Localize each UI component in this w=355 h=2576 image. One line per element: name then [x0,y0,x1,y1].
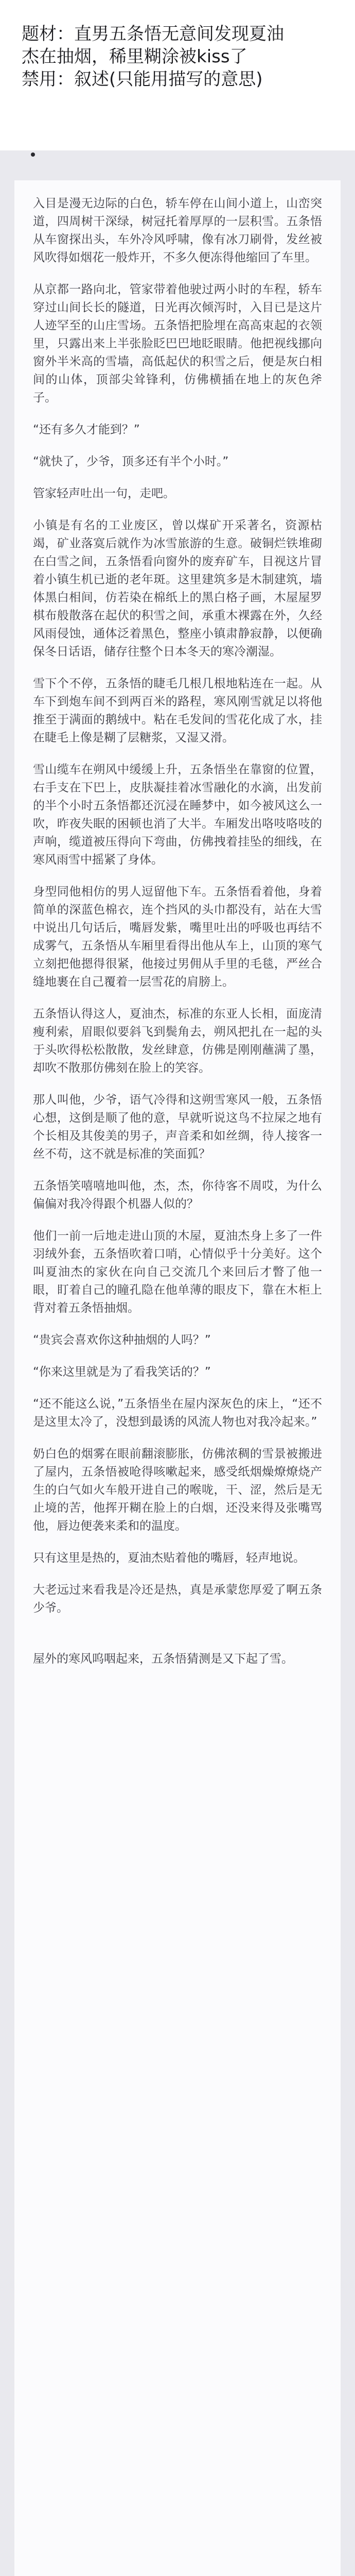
story-paragraph-4: “就快了，少爷，顶多还有半个小时。” [33,455,229,468]
story-paragraph-16: “还不能这么说，”五条悟坐在屋内深灰色的床上，“还不是这里太冷了，没想到最诱的风流人物也对我冷起来。” [33,1397,322,1429]
story-paragraph-15: “你来这里就是为了看我笑话的？” [33,1365,211,1379]
story-paragraph-8: 雪山缆车在朔风中缓缓上升，五条悟坐在靠窗的位置，右手支在下巴上，皮肤凝挂着冰雪融化的水滴，出发前的半个小时五条悟都还沉浸在睡梦中，如今被风这么一吹，昨夜失眠的困顿也消了大半。车厢发出咯吱咯吱的声响，缆道被压得向下弯曲，仿佛拽着挂坠的细线，在寒风雨雪中摇紧了身体。 [33,763,322,867]
story-paragraph-1: 入目是漫无边际的白色，轿车停在山间小道上，山峦突道，四周树干深绿，树冠托着厚厚的一层积雪。五条悟从车窗探出头，车外冷风呼啸，像有冰刀刷骨，发丝被风吹得如烟花一般炸开，不多久便冻得他缩回了车里。 [33,197,322,264]
prompt-topic-line-2: 杰在抽烟，稀里糊涂被kiss了 [22,46,247,67]
story-paragraph-17: 奶白色的烟雾在眼前翻滚膨胀，仿佛浓稠的雪景被搬进了屋内，五条悟被呛得咳嗽起来，感受纸烟燥燎燎烧产生的白气如火车般开进自己的喉咙，干、涩，然后是无止境的苦，他挥开糊在脸上的白烟，还没来得及张嘴骂他，唇边便袭来柔和的温度。 [33,1447,322,1533]
story-paragraph-3: “还有多久才能到？” [33,423,140,436]
story-paragraph-2: 从京都一路向北，管家带着他驶过两小时的车程，轿车穿过山间长长的隧道，日光再次倾泻时，入目已是这片人迹罕至的山庄雪场。五条悟把脸埋在高高束起的衣领里，只露出来上半张脸眨巴巴地眨眼睛。他把视线挪向窗外半米高的雪墙，高低起伏的积雪之后，便是灰白相间的山体，顶部尖耸锋利，仿佛横插在地上的灰色斧子。 [33,283,322,404]
story-paragraph-9: 身型同他相仿的男人逗留他下车。五条悟看着他，身着简单的深蓝色棉衣，连个挡风的头巾都没有，站在大雪中说出几句话后，嘴唇发紫，嘴里吐出的呼吸也再结不成雾气，五条悟从车厢里看得出他从车上，山顶的寒气立刻把他摁得很紧，他接过男佣从手里的毛毯，严丝合缝地裹在自己覆着一层雪花的肩膀上。 [33,885,322,989]
prompt-topic-line-1: 题材：直男五条悟无意间发现夏油 [22,24,284,44]
story-paragraph-5: 管家轻声吐出一句，走吧。 [33,487,175,500]
story-paragraph-6: 小镇是有名的工业废区，曾以煤矿开采著名，资源枯竭，矿业落寞后就作为冰雪旅游的生意。破铜烂铁堆砌在白雪之间，五条悟看向窗外的废弃矿车，目视这片冒着小镇生机已逝的老年斑。这里建筑多是木制建筑，墙体黑白相间，仿若染在棉纸上的黑白格子画，木屋屋罗棋布般散落在起伏的积雪之间，承重木裸露在外，久经风雨侵蚀，通体泛着黑色，整座小镇肃静寂静，以便确保冬日话语，储存往整个日本冬天的寒冷潮湿。 [33,519,322,658]
story-paragraph-19: 大老远过来看我是冷还是热，真是承蒙您厚爱了啊五条少爷。 [33,1583,322,1615]
story-paragraph-7: 雪下个不停，五条悟的睫毛几根几根地粘连在一起。从车下到炮车间不到两百米的路程，寒风刚雪就足以将他推至于满面的鹅绒中。粘在毛发间的雪花化成了水，挂在睫毛上像是糊了层糖浆，又湿又滑。 [33,677,322,744]
story-card [14,180,341,2576]
story-paragraph-18: 只有这里是热的，夏油杰贴着他的嘴唇，轻声地说。 [33,1551,305,1565]
story-paragraph-20: 屋外的寒风呜咽起来，五条悟猜测是又下起了雪。 [33,1652,293,1666]
story-paragraph-12: 五条悟笑嘻嘻地叫他，杰，杰，你待客不周哎，为什么偏偏对我冷得跟个机器人似的？ [33,1179,322,1211]
list-bullet [31,152,35,157]
prompt-header [0,0,355,150]
story-paragraph-11: 那人叫他，少爷，语气冷得和这朔雪寒风一般，五条悟心想，这倒是顺了他的意，早就听说这鸟不拉屎之地有个长相及其俊美的男子，声音柔和如丝绸，待人接客一丝不苟，这不就是标准的笑面狐？ [33,1093,322,1161]
prompt-restriction-line: 禁用：叙述(只能用描写的意思) [22,69,263,90]
story-paragraph-14: “贵宾会喜欢你这种抽烟的人吗？” [33,1333,211,1347]
story-paragraph-13: 他们一前一后地走进山顶的木屋，夏油杰身上多了一件羽绒外套，五条悟吹着口哨，心情似乎十分美好。这个叫夏油杰的家伙在向自己交流几个来回后才瞥了他一眼，盯着自己的瞳孔隐在他单薄的眼皮下，靠在木柜上背对着五条悟抽烟。 [33,1229,322,1315]
story-paragraph-10: 五条悟认得这人，夏油杰，标准的东亚人长相，面庞清瘦利索，眉眼似要斜飞到鬓角去，朔风把扎在一起的头于头吹得松松散散，发丝肆意，仿佛是刚刚蘸满了墨，却吹不散那仿佛刻在脸上的笑容。 [33,1007,322,1075]
